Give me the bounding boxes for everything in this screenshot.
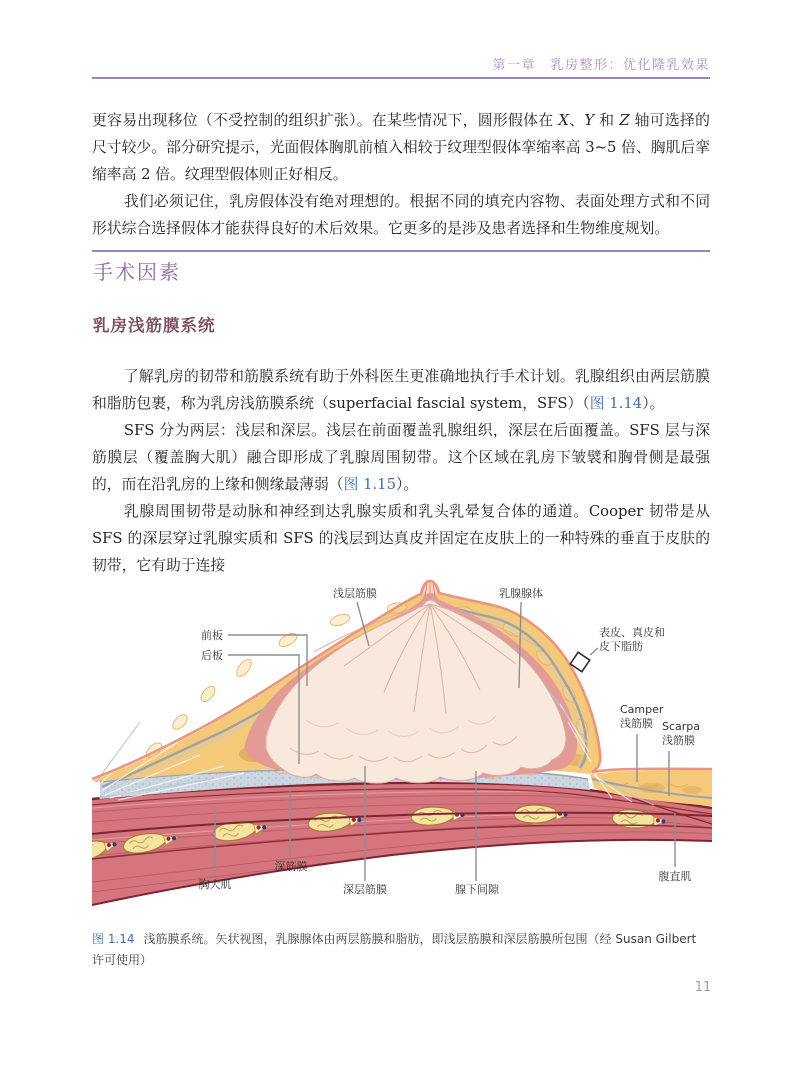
figure-label-scarpa-line1: Scarpa [662, 720, 701, 733]
figure-label-camper-line1: Camper [620, 703, 664, 716]
paragraph-text: 了解乳房的韧带和筋膜系统有助于外科医生更准确地执行手术计划。乳腺组织由两层筋膜和脂肪包裹，称为乳房浅筋膜系统（superfacial fascial system，SFS）（ [92, 367, 710, 412]
paragraph-text: 和 [594, 111, 620, 129]
paragraph-text: 轴可选择的尺寸较少。部分研究提示，光面假体胸肌前植入相较于纹理型假体挛缩率高 3~5 倍、胸肌后挛缩率高 2 倍。纹理型假体则正好相反。 [92, 111, 710, 183]
figure-label-scarpa-line2: 浅筋膜 [662, 734, 695, 747]
section-divider-rule [92, 250, 710, 252]
figure-label-deep-lamina: 深层筋膜 [343, 883, 387, 896]
math-var-x: X [558, 111, 569, 129]
subsection-title: 乳房浅筋膜系统 [93, 316, 216, 335]
figure-caption-number: 图 1.14 [92, 932, 135, 946]
figure-label-mammary-gland: 乳腺腺体 [499, 587, 543, 600]
body-paragraph-1 [92, 107, 710, 188]
figure-label-posterior-lamina: 后板 [201, 649, 223, 662]
body-paragraph-2: 我们必须记住，乳房假体没有绝对理想的。根据不同的填充内容物、表面处理方式和不同形状综合选择假体才能获得良好的术后效果。它更多的是涉及患者选择和生物维度规划。 [92, 192, 710, 237]
paragraph-text: ）。 [642, 394, 665, 412]
running-header-chapter-title: 第一章 乳房整形：优化隆乳效果 [492, 58, 710, 73]
figure-label-deep-fascia: 深筋膜 [274, 860, 308, 873]
figure-label-skin-layers-line1: 表皮、真皮和 [599, 626, 665, 639]
body-paragraph-3 [92, 363, 710, 417]
chest-wall-muscles [92, 783, 712, 905]
page-number: 11 [694, 980, 712, 995]
math-var-y: Y [584, 111, 595, 129]
figure-label-anterior-lamina: 前板 [201, 629, 223, 642]
figure-label-superficial-fascia: 浅层筋膜 [333, 587, 377, 600]
figure-1-15-reference-link[interactable]: 图 1.15 [343, 475, 397, 493]
figure-anatomy-illustration [92, 572, 712, 917]
section-title: 手术因素 [93, 260, 181, 284]
figure-caption [92, 929, 712, 971]
math-var-z: Z [619, 111, 630, 129]
paragraph-text: 更容易出现移位（不受控制的组织扩张）。在某些情况下，圆形假体在 [92, 111, 559, 129]
figure-label-rectus-abdominis: 腹直肌 [658, 870, 692, 883]
figure-label-subglandular-space: 腺下间隙 [455, 883, 499, 896]
paragraph-text: ）。 [396, 475, 419, 493]
header-rule [92, 77, 710, 79]
figure-caption-text: 浅筋膜系统。矢状视图，乳腺腺体由两层筋膜和脂肪，即浅层筋膜和深层筋膜所包围（经 Susan Gilbert 许可使用） [92, 932, 697, 967]
paragraph-text: 、 [568, 111, 585, 129]
paragraph-text: SFS 分为两层：浅层和深层。浅层在前面覆盖乳腺组织，深层在后面覆盖。SFS 层与深筋膜层（覆盖胸大肌）融合即形成了乳腺周围韧带。这个区域在乳房下皱襞和胸骨侧是最强的，而在沿乳房的上缘和侧缘最薄弱（ [92, 421, 710, 493]
figure-label-camper-line2: 浅筋膜 [620, 717, 653, 730]
body-paragraph-5: 乳腺周围韧带是动脉和神经到达乳腺实质和乳头乳晕复合体的通道。Cooper 韧带是从 SFS 的深层穿过乳腺实质和 SFS 的浅层到达真皮并固定在皮肤上的一种特殊的垂直于皮肤的韧带，它有助于连接 [92, 502, 710, 574]
figure-1-14-reference-link[interactable]: 图 1.14 [589, 394, 643, 412]
body-paragraph-4 [92, 417, 710, 498]
figure-label-pectoralis-major: 胸大肌 [198, 878, 232, 891]
figure-label-skin-layers-line2: 皮下脂肪 [599, 640, 643, 653]
